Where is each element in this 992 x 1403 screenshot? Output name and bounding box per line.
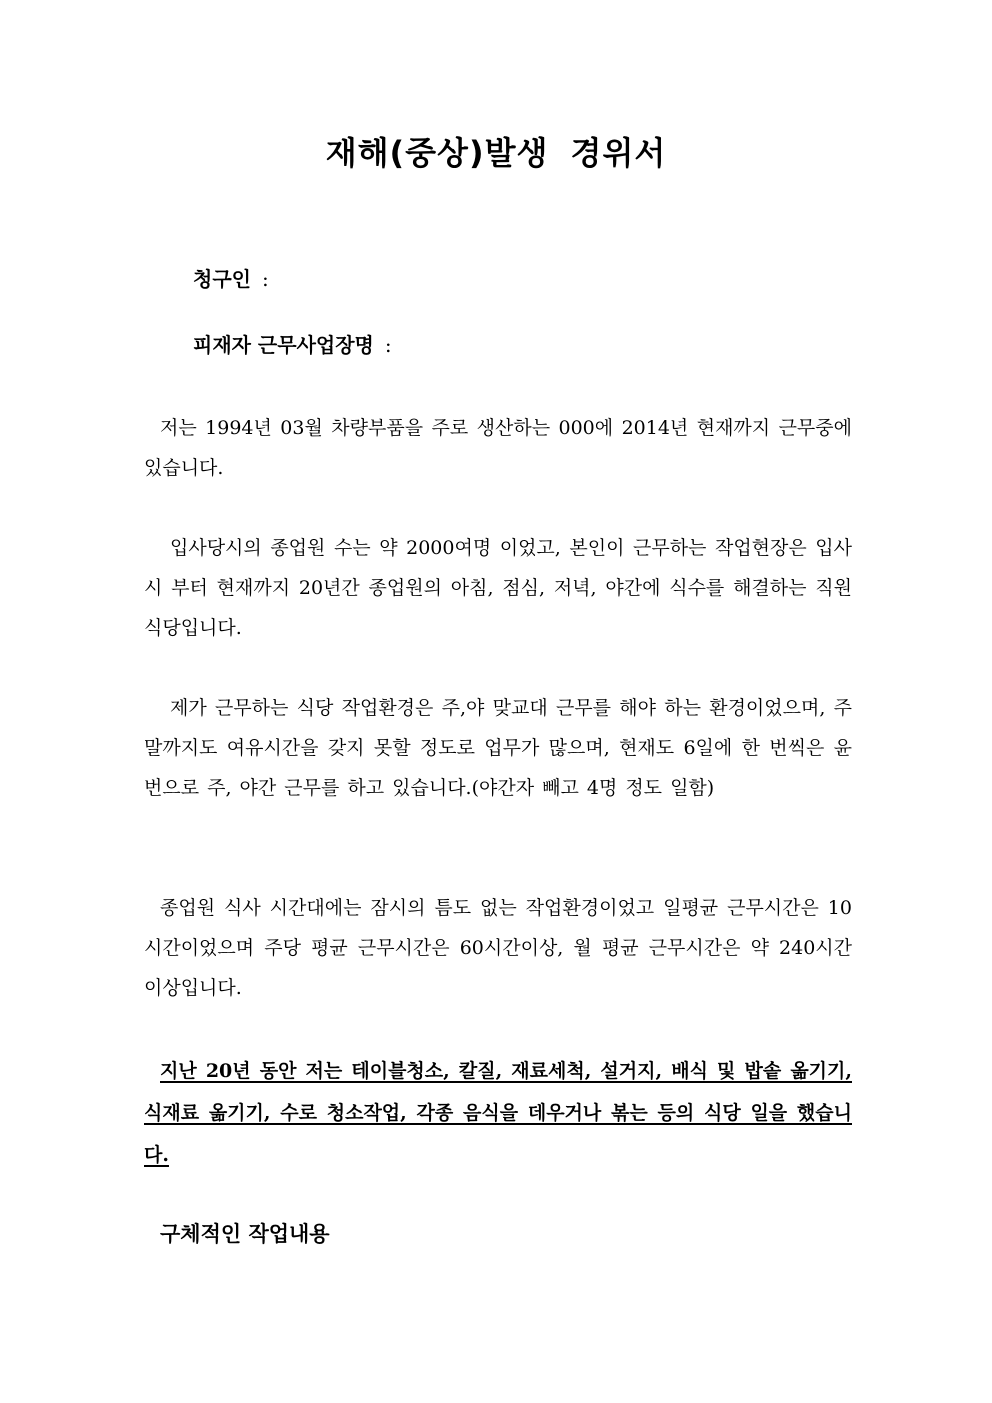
- document-title: 재해(중상)발생 경위서: [325, 134, 667, 172]
- workplace-field: [193, 329, 392, 358]
- workplace-colon: :: [384, 333, 392, 357]
- claimant-label: 청구인: [193, 267, 251, 291]
- paragraph-hours: 종업원 식사 시간대에는 잠시의 틈도 없는 작업환경이었고 일평균 근무시간은 10시간이었으며 주당 평균 근무시간은 60시간이상, 월 평균 근무시간은 약 240시간 이상입니다.: [144, 897, 852, 999]
- paragraph-employment: 저는 1994년 03월 차량부품을 주로 생산하는 000에 2014년 현재까지 근무중에 있습니다.: [144, 417, 852, 479]
- paragraph-duties-emphasis: 지난 20년 동안 저는 테이블청소, 칼질, 재료세척, 설거지, 배식 및 밥솥 옮기기, 식재료 옮기기, 수로 청소작업, 각종 음식을 데우거나 볶는 등의 식당 일을 했습니다.: [144, 1060, 852, 1166]
- claimant-colon: :: [261, 267, 269, 291]
- claimant-field: [193, 263, 269, 292]
- paragraph-workplace: 입사당시의 종업원 수는 약 2000여명 이었고, 본인이 근무하는 작업현장은 입사 시 부터 현재까지 20년간 종업원의 아침, 점심, 저녁, 야간에 식수를 해결하는 직원식당입니다.: [144, 537, 852, 639]
- subheading-work-details: 구체적인 작업내용: [160, 1221, 330, 1246]
- paragraph-environment: 제가 근무하는 식당 작업환경은 주,야 맞교대 근무를 해야 하는 환경이었으며, 주말까지도 여유시간을 갖지 못할 정도로 업무가 많으며, 현재도 6일에 한 번씩은 윤번으로 주, 야간 근무를 하고 있습니다.(야간자 빼고 4명 정도 일함): [144, 697, 852, 799]
- workplace-label: 피재자 근무사업장명: [193, 333, 374, 357]
